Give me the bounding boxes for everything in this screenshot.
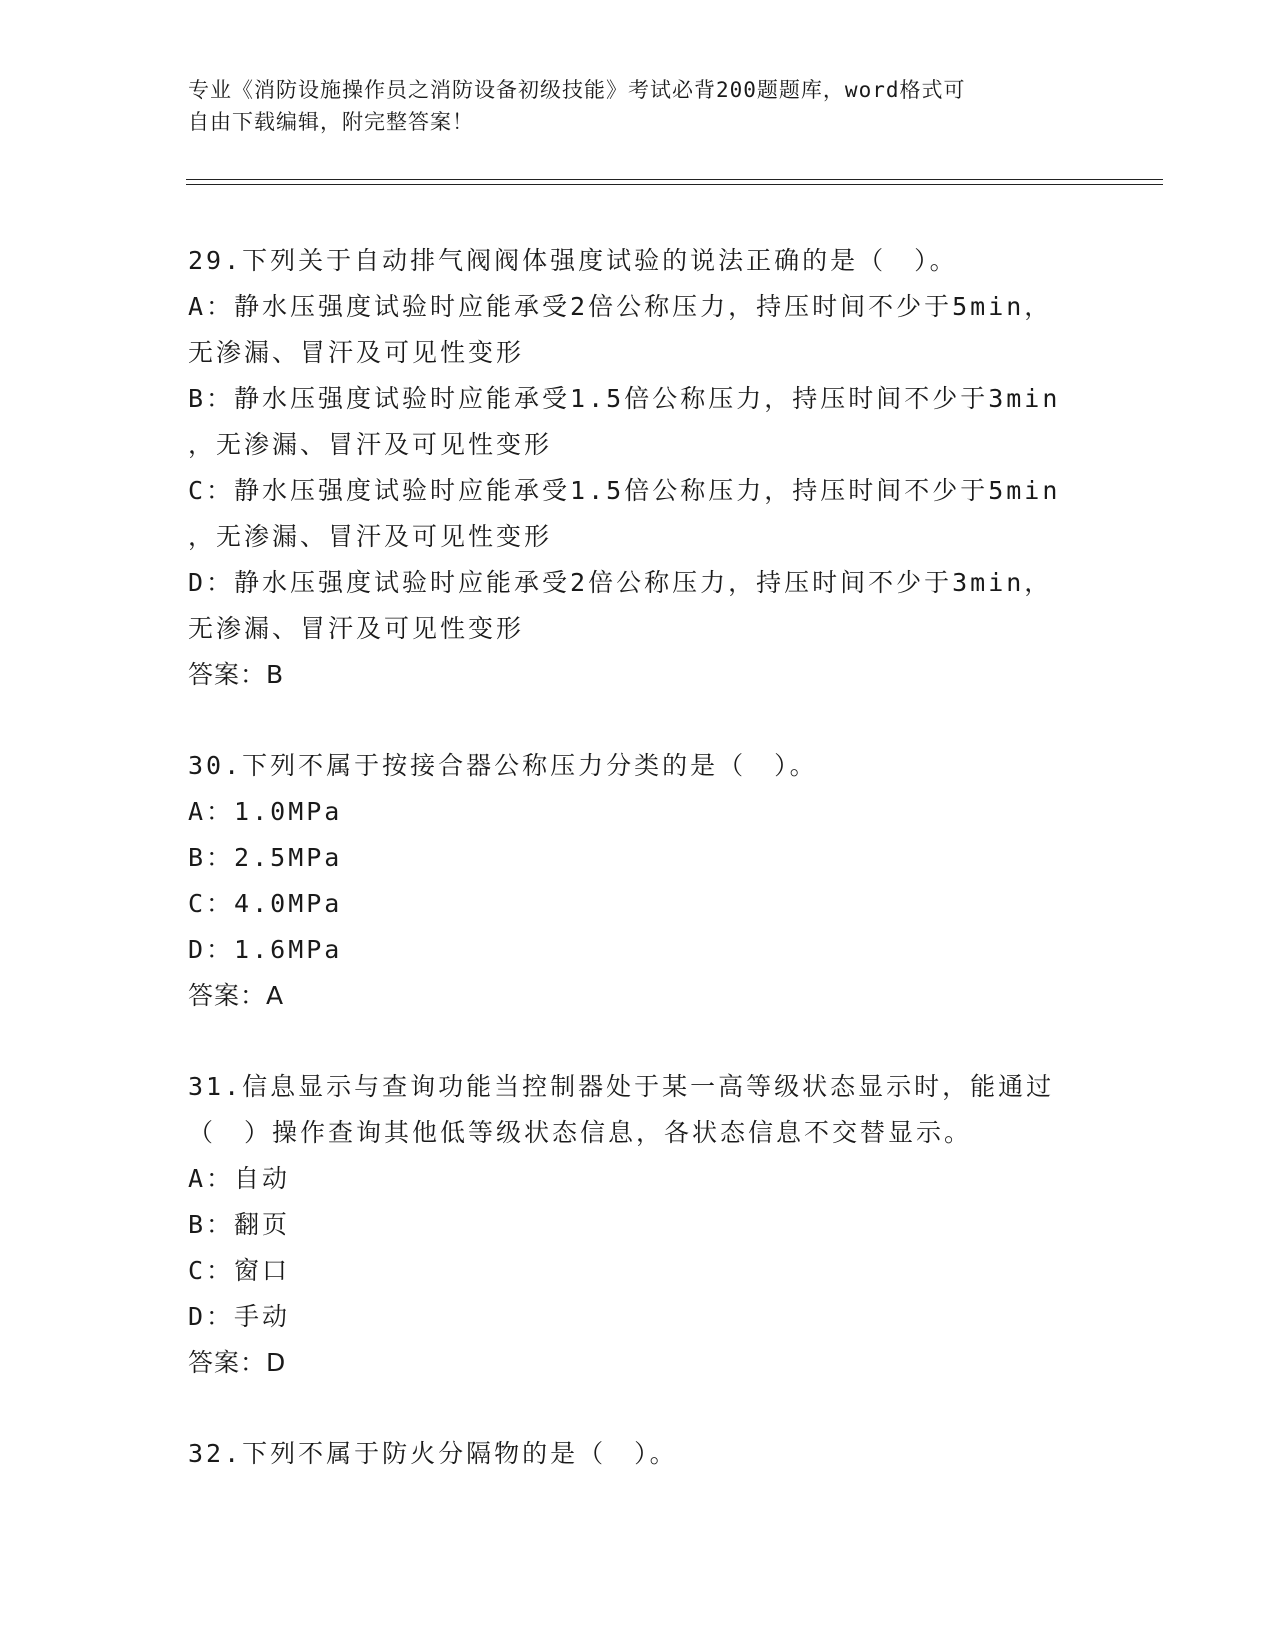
header-line-1: 专业《消防设施操作员之消防设备初级技能》考试必背200题题库，word格式可: [188, 78, 966, 102]
option-b: B：翻页: [188, 1210, 291, 1239]
question-stem-continued: （ ）操作查询其他低等级状态信息，各状态信息不交替显示。: [188, 1118, 973, 1147]
header-divider-bottom: [186, 184, 1163, 185]
question-stem: 29.下列关于自动排气阀阀体强度试验的说法正确的是（ ）。: [188, 246, 958, 275]
question-32: [188, 1431, 1088, 1477]
question-stem: 31.信息显示与查询功能当控制器处于某一高等级状态显示时，能通过: [188, 1072, 1055, 1101]
option-d-continued: 无渗漏、冒汗及可见性变形: [188, 614, 525, 643]
question-29: [188, 238, 1088, 698]
option-b: B：2.5MPa: [188, 843, 343, 872]
option-a: A：静水压强度试验时应能承受2倍公称压力，持压时间不少于5min，: [188, 292, 1053, 321]
question-stem: 32.下列不属于防火分隔物的是（ ）。: [188, 1439, 678, 1468]
question-stem: 30.下列不属于按接合器公称压力分类的是（ ）。: [188, 751, 818, 780]
answer-label: 答案：B: [188, 660, 285, 689]
question-31: [188, 1064, 1088, 1386]
option-d: D：手动: [188, 1302, 291, 1331]
option-c-continued: ，无渗漏、冒汗及可见性变形: [188, 522, 553, 551]
option-b-continued: ，无渗漏、冒汗及可见性变形: [188, 430, 553, 459]
option-b: B：静水压强度试验时应能承受1.5倍公称压力，持压时间不少于3min: [188, 384, 1061, 413]
header-divider-top: [186, 179, 1163, 180]
header-line-2: 自由下载编辑，附完整答案！: [188, 110, 474, 134]
document-header: [188, 74, 1088, 138]
option-d: D：1.6MPa: [188, 935, 343, 964]
question-list: [188, 238, 1088, 1522]
option-a: A：1.0MPa: [188, 797, 343, 826]
option-a-continued: 无渗漏、冒汗及可见性变形: [188, 338, 525, 367]
option-c: C：窗口: [188, 1256, 291, 1285]
question-30: [188, 743, 1088, 1019]
answer-label: 答案：D: [188, 1348, 287, 1377]
option-a: A：自动: [188, 1164, 291, 1193]
answer-label: 答案：A: [188, 981, 285, 1010]
option-c: C：静水压强度试验时应能承受1.5倍公称压力，持压时间不少于5min: [188, 476, 1061, 505]
option-d: D：静水压强度试验时应能承受2倍公称压力，持压时间不少于3min，: [188, 568, 1053, 597]
option-c: C：4.0MPa: [188, 889, 343, 918]
